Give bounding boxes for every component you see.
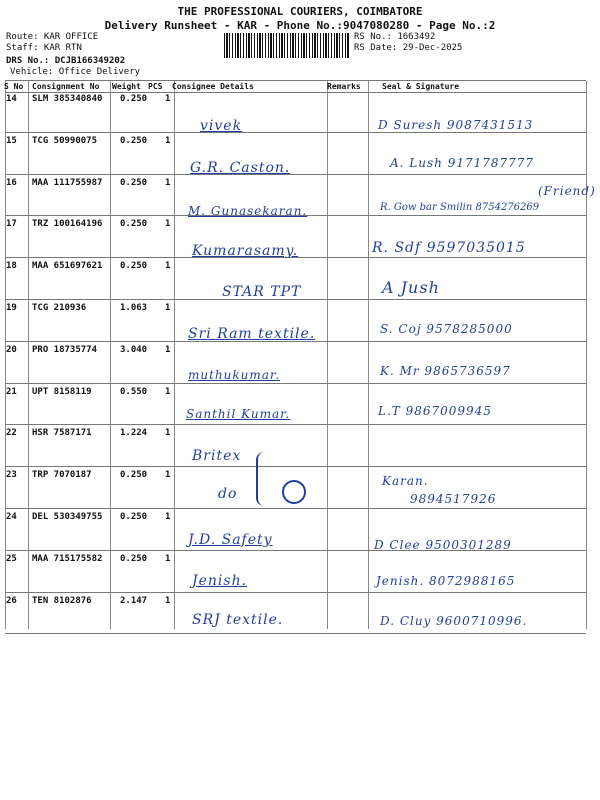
row-consignment-number: DEL 530349755: [32, 512, 103, 522]
handwritten-signature: S. Coj 9578285000: [380, 322, 513, 336]
row-consignment-number: SLM 385340840: [32, 94, 103, 104]
row-pieces: 1: [165, 219, 171, 230]
row-serial-number: 19: [6, 303, 17, 313]
row-weight: 0.250: [120, 94, 148, 104]
row-consignment-number: HSR 7587171: [32, 428, 92, 439]
row-consignment-number: UPT 8158119: [32, 386, 92, 397]
row-divider: [5, 424, 586, 425]
row-serial-number: 16: [6, 177, 17, 188]
col-divider: [110, 81, 111, 629]
row-consignment-number: TEN 8102876: [32, 595, 92, 606]
row-divider: [5, 508, 586, 509]
handwritten-signature: D. Cluy 9600710996.: [380, 614, 528, 628]
row-serial-number: 20: [6, 344, 17, 355]
row-consignment-number: TCG 50990075: [32, 135, 98, 146]
handwritten-signature: A. Lush 9171787777: [390, 156, 535, 170]
row-serial-number: 25: [6, 553, 17, 564]
col-divider: [586, 81, 587, 629]
col-divider: [28, 81, 29, 629]
row-pieces: 1: [165, 553, 171, 564]
row-weight: 0.250: [120, 135, 148, 146]
col-divider: [327, 81, 328, 629]
row-serial-number: 17: [6, 219, 17, 230]
row-serial-number: 22: [6, 428, 17, 439]
rs-date: RS Date: 29-Dec-2025: [354, 43, 463, 53]
handwritten-circle: [282, 480, 306, 504]
row-consignment-number: TRZ 100164196: [32, 219, 103, 230]
staff-label: Staff: KAR RTN: [6, 43, 82, 53]
handwritten-signature: Karan.: [382, 474, 429, 488]
row-divider: [5, 633, 586, 634]
handwritten-signature: D Suresh 9087431513: [378, 118, 534, 132]
row-weight: 0.250: [120, 512, 148, 522]
row-pieces: 1: [165, 177, 171, 188]
row-consignment-number: MAA 111755987: [32, 177, 103, 188]
handwritten-name: Sri Ram textile.: [188, 326, 316, 342]
handwritten-name: Kumarasamy.: [192, 243, 299, 259]
row-divider: [5, 174, 586, 175]
row-weight: 0.250: [120, 219, 148, 230]
row-weight: 0.550: [120, 386, 148, 397]
handwritten-signature: A Jush: [382, 278, 440, 297]
table-top-rule: [5, 80, 586, 81]
row-pieces: 1: [165, 470, 171, 481]
row-consignment-number: TCG 210936: [32, 303, 87, 313]
handwritten-name: muthukumar.: [188, 368, 281, 382]
handwritten-signature: R. Gow bar Smilin 8754276269: [380, 202, 540, 213]
row-weight: 0.250: [120, 177, 148, 188]
row-serial-number: 21: [6, 386, 17, 397]
col-divider: [5, 81, 6, 629]
col-divider: [174, 81, 175, 629]
row-pieces: 1: [165, 386, 171, 397]
row-divider: [5, 383, 586, 384]
row-serial-number: 15: [6, 135, 17, 146]
header-rule: [5, 92, 586, 93]
row-weight: 0.250: [120, 470, 148, 481]
col-header-sno: S No: [4, 82, 24, 91]
handwritten-signature: D Clee 9500301289: [374, 538, 512, 552]
handwritten-brace: [256, 452, 276, 506]
row-divider: [5, 592, 586, 593]
handwritten-name: Jenish.: [192, 573, 248, 589]
handwritten-name: vivek: [200, 118, 243, 134]
row-pieces: 1: [165, 135, 171, 146]
col-header-seal: Seal & Signature: [382, 82, 460, 91]
row-pieces: 1: [165, 94, 171, 104]
rs-number: RS No.: 1663492: [354, 32, 436, 42]
row-pieces: 1: [165, 303, 171, 313]
handwritten-signature: L.T 9867009945: [378, 404, 492, 418]
row-pieces: 1: [165, 595, 171, 606]
col-header-pcs: PCS: [148, 82, 163, 91]
handwritten-name: STAR TPT: [222, 284, 302, 300]
row-weight: 3.040: [120, 344, 148, 355]
col-header-consignment: Consignment No: [32, 82, 100, 91]
handwritten-signature: Jenish. 8072988165: [376, 574, 516, 588]
handwritten-name: J.D. Safety: [188, 532, 273, 548]
row-weight: 0.250: [120, 261, 148, 272]
row-serial-number: 18: [6, 261, 17, 272]
runsheet-subtitle: Delivery Runsheet - KAR - Phone No.:9047080280 - Page No.:2: [104, 19, 496, 32]
row-weight: 1.224: [120, 428, 148, 439]
row-weight: 2.147: [120, 595, 148, 606]
col-header-consignee: Consignee Details: [172, 82, 254, 91]
row-divider: [5, 466, 586, 467]
handwritten-name: M. Gunasekaran.: [188, 204, 308, 218]
vehicle-label: Vehicle: Office Delivery: [10, 67, 141, 77]
handwritten-signature: R. Sdf 9597035015: [372, 240, 526, 256]
row-consignment-number: PRO 18735774: [32, 344, 98, 355]
handwritten-name: Santhil Kumar.: [186, 407, 291, 421]
handwritten-name: Britex: [192, 448, 242, 464]
handwritten-signature: K. Mr 9865736597: [380, 364, 511, 378]
col-header-weight: Weight: [112, 82, 141, 91]
barcode-image: [224, 33, 349, 58]
row-pieces: 1: [165, 261, 171, 272]
row-consignment-number: MAA 715175582: [32, 553, 103, 564]
row-pieces: 1: [165, 428, 171, 439]
handwritten-signature: 9894517926: [410, 492, 497, 506]
row-weight: 1.063: [120, 303, 148, 313]
row-serial-number: 23: [6, 470, 17, 481]
handwritten-name: G.R. Caston.: [190, 160, 291, 176]
company-title: THE PROFESSIONAL COURIERS, COIMBATORE: [177, 5, 423, 18]
row-serial-number: 24: [6, 512, 17, 522]
handwritten-name: do: [218, 486, 238, 502]
row-serial-number: 14: [6, 94, 17, 104]
row-serial-number: 26: [6, 595, 17, 606]
row-pieces: 1: [165, 512, 171, 522]
col-header-remarks: Remarks: [327, 82, 361, 91]
drs-number: DRS No.: DCJB166349202: [6, 56, 126, 66]
handwritten-name: SRJ textile.: [192, 612, 284, 628]
row-weight: 0.250: [120, 553, 148, 564]
row-consignment-number: TRP 7070187: [32, 470, 92, 481]
row-pieces: 1: [165, 344, 171, 355]
handwritten-signature: (Friend): [538, 184, 596, 198]
col-divider: [368, 81, 369, 629]
row-consignment-number: MAA 651697621: [32, 261, 103, 272]
route-label: Route: KAR OFFICE: [6, 32, 99, 42]
